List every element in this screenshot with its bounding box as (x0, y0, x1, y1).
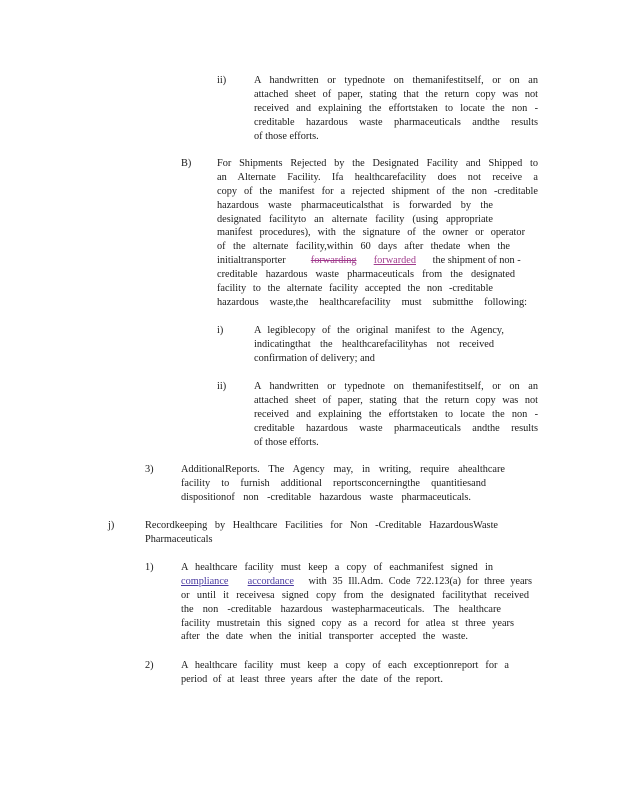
text-line-with-edit (217, 254, 521, 268)
text-line: A healthcare facility must keep a copy of each exceptionreport for a (181, 660, 509, 671)
text-line: A healthcare facility must keep a copy of eachmanifest signed in (181, 562, 493, 573)
text-line: of those efforts. (254, 436, 319, 448)
text-line: of the alternate facility,within 60 days after thedate when the (217, 241, 510, 253)
text-line: attached sheet of paper, stating that the return copy was not (254, 88, 538, 100)
text-line: an Alternate Facility. Ifa healthcarefacility does not receive a (217, 171, 538, 183)
text-line: designated facilityto an alternate facility (using appropriate (217, 213, 493, 225)
text-segment: initialtransporter (217, 255, 286, 267)
inserted-text: compliance (181, 575, 229, 587)
text-line: creditable hazardous waste pharmaceuticals andthe results (254, 422, 538, 434)
text-line: A legiblecopy of the original manifest to the Agency, (254, 325, 504, 336)
text-line: indicatingthat the healthcarefacilityhas not received (254, 338, 494, 350)
text-line: A handwritten or typednote on themanifestitself, or on an (254, 381, 538, 392)
deleted-text: forwarding (310, 255, 357, 267)
text-line: received and explaining the effortstaken to locate the non - (254, 102, 538, 114)
list-marker: j) (108, 520, 115, 531)
list-marker: 2) (145, 660, 154, 671)
text-segment: with 35 Ill.Adm. Code 722.123(a) for three years (308, 575, 532, 587)
text-line: creditable hazardous waste pharmaceuticals andthe results (254, 116, 538, 128)
list-marker: 3) (145, 464, 154, 475)
list-marker: ii) (217, 381, 227, 392)
text-line: of those efforts. (254, 130, 319, 142)
text-line: period of at least three years after the date of the report. (181, 673, 443, 685)
text-line-with-edit (181, 575, 532, 589)
text-line: the non -creditable hazardous wastepharmaceuticals. The healthcare (181, 603, 501, 615)
inserted-text: accordance (247, 575, 294, 587)
list-marker: i) (217, 325, 224, 336)
text-line: after the date when the initial transporter accepted the waste. (181, 631, 468, 643)
list-marker: B) (181, 158, 192, 169)
inserted-text: forwarded (373, 255, 416, 267)
text-line: dispositionof non -creditable hazardous waste pharmaceuticals. (181, 491, 471, 503)
list-marker: 1) (145, 562, 154, 573)
text-line: AdditionalReports. The Agency may, in writing, require ahealthcare (181, 464, 505, 475)
text-line: or until it receivesa signed copy from the designated facilitythat received (181, 589, 529, 601)
text-line: facility mustretain this signed copy as a record for atlea st three years (181, 617, 514, 629)
text-line: received and explaining the effortstaken to locate the non - (254, 408, 538, 420)
text-line: confirmation of delivery; and (254, 352, 375, 364)
text-line: attached sheet of paper, stating that the return copy was not (254, 394, 538, 406)
text-line: copy of the manifest for a rejected shipment of the non -creditable (217, 185, 538, 197)
list-marker: ii) (217, 75, 227, 86)
text-line: facility to furnish additional reportsconcerningthe quantitiesand (181, 477, 486, 489)
section-heading: Recordkeeping by Healthcare Facilities for Non -Creditable HazardousWaste (145, 520, 498, 531)
text-line: hazardous waste pharmaceuticalsthat is forwarded by the (217, 199, 493, 211)
text-line: creditable hazardous waste pharmaceuticals from the designated (217, 269, 515, 281)
text-line: facility to the alternate facility accepted the non -creditable (217, 283, 493, 295)
text-line: manifest procedures), with the signature of the owner or operator (217, 227, 525, 239)
text-line: A handwritten or typednote on themanifestitself, or on an (254, 75, 538, 86)
section-heading: Pharmaceuticals (145, 533, 213, 545)
text-segment: the shipment of non - (432, 255, 521, 267)
text-line: For Shipments Rejected by the Designated Facility and Shipped to (217, 158, 538, 169)
text-line: hazardous waste,the healthcarefacility must submitthe following: (217, 296, 527, 308)
